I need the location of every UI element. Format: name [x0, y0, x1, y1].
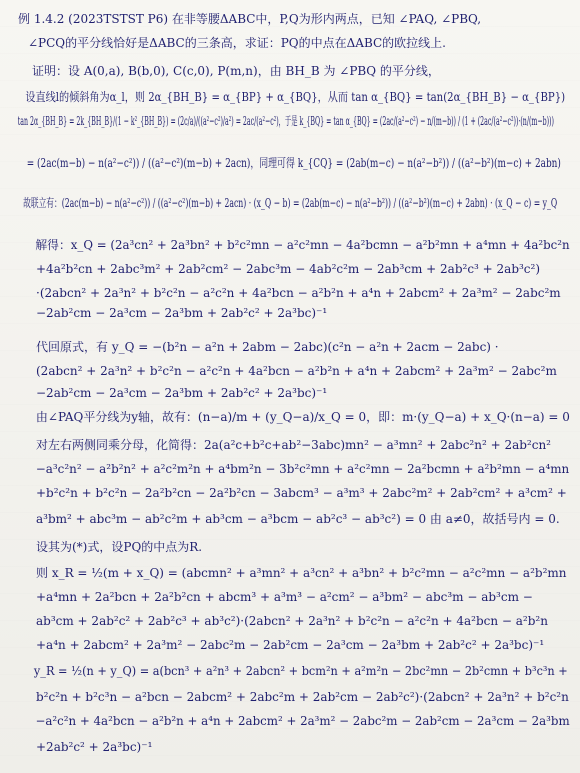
line-1: 例 1.4.2 (2023TSTST P6) 在非等腰ΔABC中，P,Q为形内两点，已知 ∠PAQ, ∠PBQ,: [18, 12, 482, 26]
line-9: +4a²b²cn + 2abc³m² + 2ab²cm² − 2abc³m − 4ab²c²m − 2ab³cm + 2ab²c³ + 2ab³c²): [36, 262, 541, 276]
line-20: 设其为(*)式，设PQ的中点为R.: [36, 540, 203, 554]
line-26: b²c²n + b²c³n − a²bcn − 2abcm² + 2abc²m + 2ab²cm − 2ab²c²)·(2abcn² + 2a³n² + b²c²n: [36, 690, 569, 704]
line-2: ∠PCQ的平分线恰好是ΔABC的三条高，求证：PQ的中点在ΔABC的欧拉线上.: [28, 36, 446, 50]
line-23: ab³cm + 2ab²c² + 2ab²c³ + ab³c²)·(2abcn² + 2a³n² + b²c²n − a²c²n + 4a²bcn − a²b²n: [36, 614, 548, 628]
line-6: = (2ac(m−b) − n(a²−c²)) / ((a²−c²)(m−b) + 2acn)，同理可得 k_{CQ} = (2ab(m−c) − n(a²−b²)) / ((a²−b²)(m−c) + 2abn): [26, 156, 561, 170]
line-15: 由∠PAQ平分线为y轴，故有：(n−a)/m + (y_Q−a)/x_Q = 0，即：m·(y_Q−a) + x_Q·(n−a) = 0: [35, 410, 570, 424]
line-18: +b²c²n + b²c²n − 2a²b²cn − 2a²b²cn − 3abcm³ − a³m³ + 2abc²m² + 2ab²cm² + a³cm² +: [36, 486, 567, 500]
line-7: 故联立有：(2ac(m−b) − n(a²−c²)) / ((a²−c²)(m−b) + 2acn) · (x_Q − b) = (2ab(m−c) − n(a²−b²)) / ((a²−b²)(m−c) + 2abn) · (x_Q − c) = y_Q: [23, 196, 558, 210]
line-12: 代回原式，有 y_Q = −(b²n − a²n + 2abm − 2abc)(c²n − a²n + 2acm − 2abc) ·: [36, 340, 499, 354]
line-24: +a⁴n + 2abcm² + 2a³m² − 2abc²m − 2ab²cm − 2a³cm − 2a³bm + 2ab²c² + 2a³bc)⁻¹: [36, 638, 545, 652]
line-21: 则 x_R = ½(m + x_Q) = (abcmn² + a³mn² + a³cn² + a³bn² + b²c²mn − a²c²mn − a²b²mn: [36, 566, 567, 580]
line-25: y_R = ½(n + y_Q) = a(bcn³ + a²n³ + 2abcn² + bcm²n + a²m²n − 2bc²mn − 2b²cmn + b³c³n +: [33, 664, 568, 678]
line-14: −2ab²cm − 2a³cm − 2a³bm + 2ab²c² + 2a³bc)⁻¹: [36, 386, 328, 400]
line-5: tan 2α_{BH_B} = 2k_{BH_B}/(1 − k²_{BH_B}) = (2c/a)/((a²−c²)/a²) = 2ac/(a²−c²)，于是 k_{BQ} = tan α_{BQ} = (2ac/(a²−c²) − n/(m−b)) / (1 + (2ac/(a²−c²))·(n/(m−b))): [17, 114, 554, 128]
line-16: 对左右两侧同乘分母，化简得：2a(a²c+b²c+ab²−3abc)mn² − a³mn² + 2abc²n² + 2ab²cn²: [36, 438, 551, 452]
line-17: −a³c²n² − a²b²n² + a²c²m²n + a⁴bm²n − 3b²c²mn + a²c²mn − 2a²bcmn + a²b²mn − a⁴mn: [35, 462, 570, 476]
line-27: −a²c²n + 4a²bcn − a²b²n + a⁴n + 2abcm² + 2a³m² − 2abc²m − 2ab²cm − 2a³cm − 2a³bm: [35, 714, 570, 728]
line-19: a³bm² + abc³m − ab²c²m + ab³cm − a³bcm − ab²c³ − ab³c²) = 0 由 a≠0，故括号内 = 0.: [36, 512, 560, 526]
line-10: ·(2abcn² + 2a³n² + b²c²n − a²c²n + 4a²bcn − a²b²n + a⁴n + 2abcm² + 2a³m² − 2abc²m: [36, 286, 561, 300]
line-4: 设直线l的倾斜角为α_l，则 2α_{BH_B} = α_{BP} + α_{BQ}，从而 tan α_{BQ} = tan(2α_{BH_B} − α_{BP}): [25, 90, 566, 104]
line-13: (2abcn² + 2a³n² + b²c²n − a²c²n + 4a²bcn − a²b²n + a⁴n + 2abcm² + 2a³m² − 2abc²m: [36, 364, 557, 378]
line-3: 证明：设 A(0,a), B(b,0), C(c,0), P(m,n)，由 BH_B 为 ∠PBQ 的平分线，: [32, 64, 440, 78]
line-11: −2ab²cm − 2a³cm − 2a³bm + 2ab²c² + 2a³bc)⁻¹: [36, 306, 328, 320]
line-28: +2ab²c² + 2a³bc)⁻¹: [36, 740, 153, 754]
line-22: +a⁴mn + 2a²bcn + 2a²b²cn + abcm³ + a³m³ − a²cm² − a³bm² − abc³m − ab³cm −: [36, 590, 533, 604]
line-8: 解得：x_Q = (2a³cn² + 2a³bn² + b²c²mn − a²c²mn − 4a²bcmn − a²b²mn + a⁴mn + 4a²bc²n: [35, 238, 570, 252]
